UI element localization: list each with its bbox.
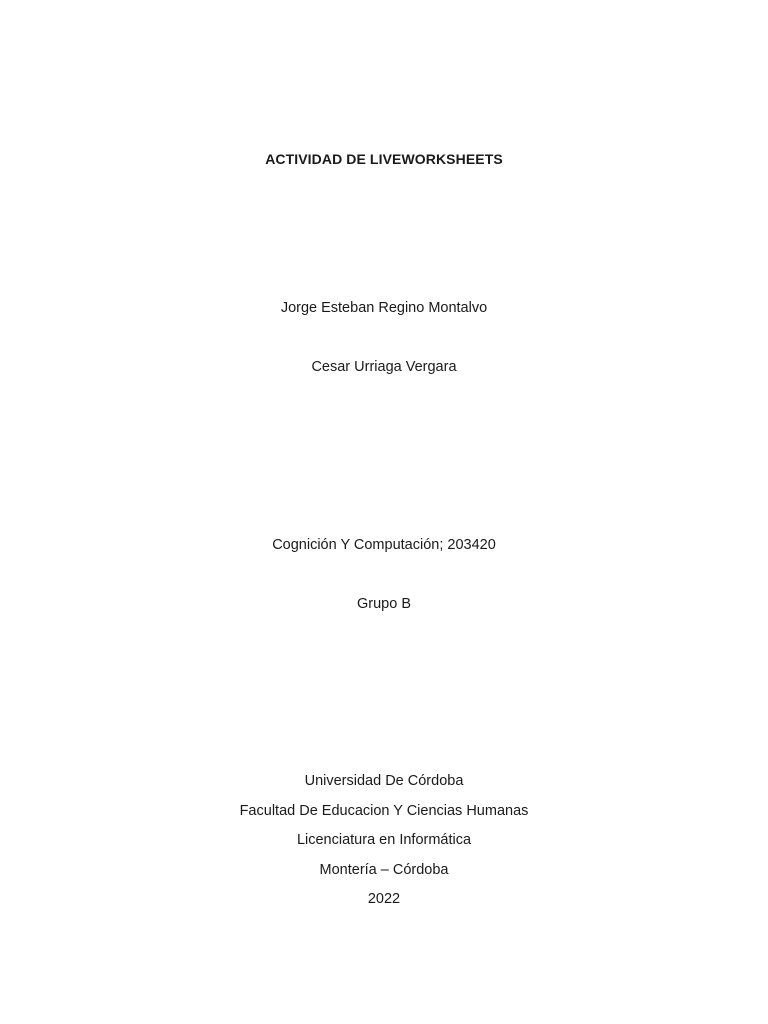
page-title: ACTIVIDAD DE LIVEWORKSHEETS (265, 151, 503, 167)
year-label: 2022 (367, 891, 401, 907)
group-label: Grupo B (357, 596, 411, 612)
course-name: Cognición Y Computación; 203420 (272, 537, 496, 553)
faculty-name: Facultad De Educacion Y Ciencias Humanas (239, 803, 529, 819)
author-name: Cesar Urriaga Vergara (311, 359, 457, 375)
university-name: Universidad De Córdoba (304, 773, 464, 789)
city-name: Montería – Córdoba (319, 862, 449, 878)
author-name: Jorge Esteban Regino Montalvo (280, 300, 488, 316)
program-name: Licenciatura en Informática (296, 832, 472, 848)
